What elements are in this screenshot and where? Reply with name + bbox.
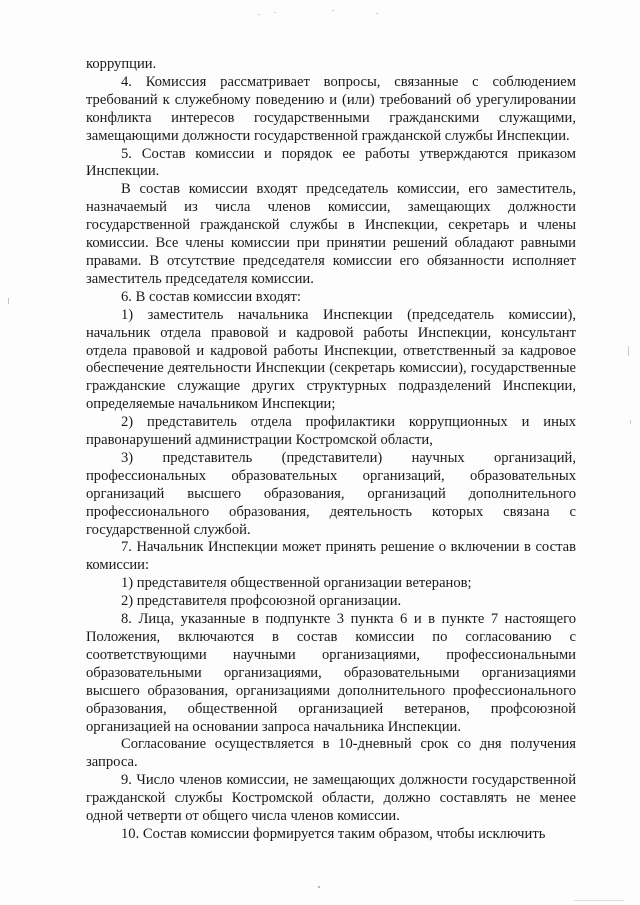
scan-dot: [318, 886, 320, 888]
scan-edge-mark: [574, 900, 624, 901]
paragraph-item-7: 7. Начальник Инспекции может принять решение о включении в состав комиссии:: [86, 539, 576, 574]
paragraph-item-4: 4. Комиссия рассматривает вопросы, связанные с соблюдением требований к служебному поведению и (или) требований об урегулировании конфликта интересов государственными гражданскими служащими, замещающими должности государственной гражданской службы Инспекции.: [86, 73, 576, 144]
paragraph-item-9: 9. Число членов комиссии, не замещающих должности государственной гражданской службы Костромской области, должно составлять не менее одной четверти от общего числа членов комиссии.: [86, 772, 576, 825]
paragraph-item-7-2: 2) представителя профсоюзной организации.: [121, 593, 402, 610]
paragraph-item-6-3: 3) представитель (представители) научных организаций, профессиональных образовательных организаций, образовательных организаций высшего образования, организаций дополнительного профессионального образования, деятельность которых связана с государственной службой.: [86, 449, 576, 538]
scan-edge-mark: [8, 298, 9, 304]
scan-edge-mark: [628, 346, 629, 356]
paragraph-continuation: коррупции.: [86, 56, 157, 72]
paragraph-item-7-1: 1) представителя общественной организации ветеранов;: [121, 575, 472, 592]
paragraph-item-6-2: 2) представитель отдела профилактики коррупционных и иных правонарушений администрации Костромской области,: [86, 414, 576, 449]
paragraph-item-6-1: 1) заместитель начальника Инспекции (председатель комиссии), начальник отдела правовой и кадровой работы Инспекции, консультант отдела правовой и кадровой работы Инспекции, ответственный за кадровое обеспечение деятельности Инспекции (секретарь комиссии), государственные гражданские служащие других структурных подразделений Инспекции, определяемые начальником Инспекции;: [86, 306, 576, 413]
scan-edge-mark: [630, 420, 631, 424]
paragraph-item-10: 10. Состав комиссии формируется таким образом, чтобы исключить: [121, 825, 546, 842]
scan-dot: [258, 14, 260, 15]
document-body: [86, 56, 576, 844]
scan-dot: [376, 13, 378, 14]
paragraph-item-5: 5. Состав комиссии и порядок ее работы утверждаются приказом Инспекции.: [86, 145, 576, 180]
paragraph-approval-term: Согласование осуществляется в 10-дневный срок со дня получения запроса.: [86, 736, 576, 771]
scan-dot: [332, 10, 334, 11]
scan-dot: [274, 12, 276, 13]
paragraph-commission-members: В состав комиссии входят председатель комиссии, его заместитель, назначаемый из числа членов комиссии, замещающих должности государственной гражданской службы в Инспекции, секретарь и члены комиссии. Все члены комиссии при принятии решений обладают равными правами. В отсутствие председателя комиссии его обязанности исполняет заместитель председателя комиссии.: [86, 181, 576, 287]
paragraph-item-6: 6. В состав комиссии входят:: [121, 288, 301, 305]
paragraph-item-8: 8. Лица, указанные в подпункте 3 пункта 6 и в пункте 7 настоящего Положения, включаются в состав комиссии по согласованию с соответствующими научными организациями, профессиональными образовательными организациями, образовательными организациями высшего образования, организациями дополнительного профессионального образования, общественной организацией ветеранов, профсоюзной организацией на основании запроса начальника Инспекции.: [86, 611, 576, 735]
